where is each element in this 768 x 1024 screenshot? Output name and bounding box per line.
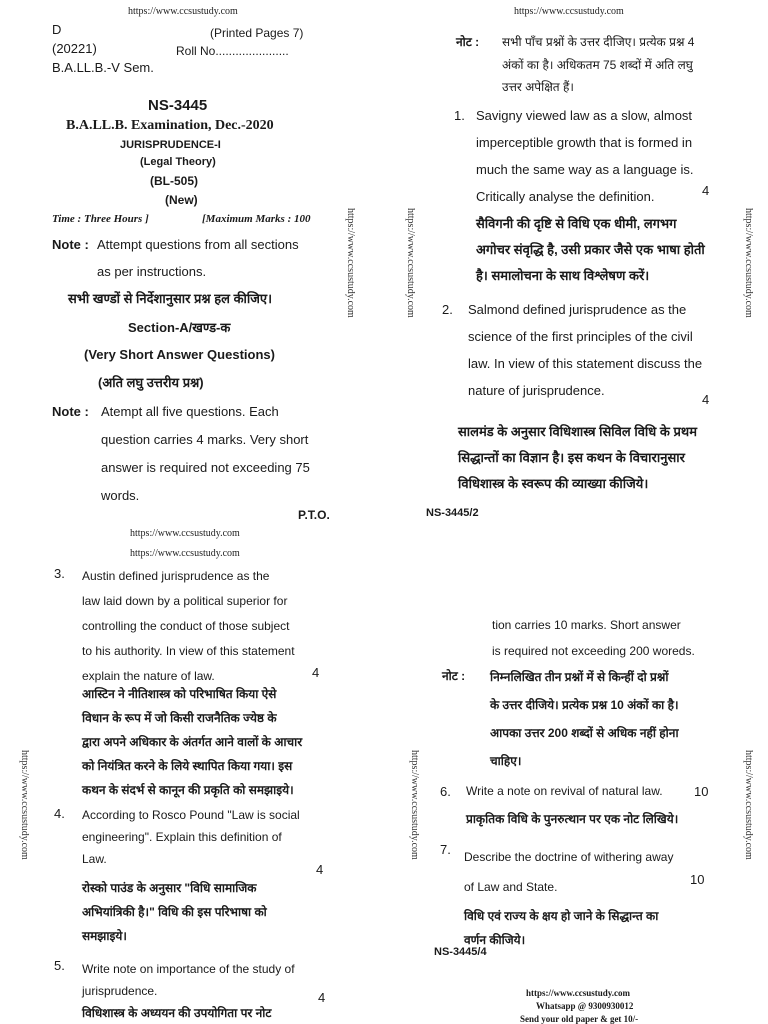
header-url[interactable]: https://www.ccsustudy.com: [128, 6, 238, 17]
side-url[interactable]: https://www.ccsustudy.com: [409, 750, 420, 860]
question-3-en: Austin defined jurisprudence as the law laid down by a political superior for controlling the conduct of those subject to his authority. In view of this statement explain the nature of law.: [82, 569, 295, 683]
question-2-hi: सालमंड के अनुसार विधिशास्त्र सिविल विधि के प्रथम सिद्धान्तों का विज्ञान है। इस कथन के विचारानुसार विधिशास्त्र के स्वरूप की व्याख्या कीजिये।: [458, 424, 697, 491]
note-hindi-line: अंकों का है। अधिकतम 75 शब्दों में अति लघु: [502, 58, 693, 72]
question-5-en: Write note on importance of the study of jurisprudence.: [82, 962, 295, 998]
side-url[interactable]: https://www.ccsustudy.com: [743, 208, 754, 318]
note-label: नोट :: [442, 669, 466, 683]
question-7-en: Describe the doctrine of withering away of Law and State.: [464, 850, 674, 894]
question-7-hi: विधि एवं राज्य के क्षय हो जाने के सिद्धान्त का वर्णन कीजिये।: [464, 909, 659, 947]
note-text-line: as per instructions.: [97, 264, 207, 279]
question-5-hi: विधिशास्त्र के अध्ययन की उपयोगिता पर नोट: [82, 1006, 272, 1020]
pto-label: P.T.O.: [298, 508, 330, 520]
question-1-hi: सैविगनी की दृष्टि से विधि एक धीमी, लगभग अगोचर संवृद्धि है, उसी प्रकार जैसे एक भाषा होती है। समालोचना के साथ विश्लेषण करें।: [476, 216, 705, 283]
course-name: B.A.LL.B.-V Sem.: [52, 60, 154, 75]
section-instructions-continued: tion carries 10 marks. Short answer is required not exceeding 200 woreds.: [492, 618, 695, 658]
code-number: (20221): [52, 41, 97, 56]
header-url[interactable]: https://www.ccsustudy.com: [130, 528, 240, 539]
question-marks: 4: [316, 862, 324, 877]
question-number: 4.: [54, 806, 65, 821]
note-text-line: question carries 4 marks. Very short: [101, 432, 309, 447]
side-url[interactable]: https://www.ccsustudy.com: [743, 750, 754, 860]
section-title: Section-A/खण्ड-क: [128, 320, 231, 335]
section-subtitle: (Very Short Answer Questions): [84, 347, 275, 362]
page-4: [384, 520, 768, 1024]
note-label: नोट :: [456, 35, 480, 49]
page-1: [0, 0, 384, 520]
page-2: [384, 0, 768, 520]
question-number: 3.: [54, 566, 65, 581]
side-url[interactable]: https://www.ccsustudy.com: [405, 208, 416, 318]
question-marks: 10: [690, 872, 705, 887]
note-hindi-line: सभी पाँच प्रश्नों के उत्तर दीजिए। प्रत्येक प्रश्न 4: [502, 35, 695, 49]
note-text-line: Attempt questions from all sections: [97, 237, 299, 252]
note-text-hindi: सभी खण्डों से निर्देशानुसार प्रश्न हल कीजिए।: [68, 291, 273, 306]
printed-pages: (Printed Pages 7): [210, 26, 304, 40]
note-text-line: answer is required not exceeding 75: [101, 460, 310, 475]
paper-code: NS-3445: [148, 97, 208, 114]
page-footer-code: NS-3445/4: [434, 946, 487, 958]
question-number: 5.: [54, 958, 65, 973]
question-marks: 4: [312, 665, 320, 680]
new-label: (New): [165, 193, 198, 207]
question-6-en: Write a note on revival of natural law.: [466, 784, 663, 798]
subject-title: JURISPRUDENCE-I: [120, 139, 221, 151]
question-marks: 10: [694, 784, 709, 799]
question-number: 1.: [454, 108, 465, 123]
roll-no: Roll No......................: [176, 44, 289, 58]
question-marks: 4: [702, 183, 710, 198]
question-2-en: Salmond defined jurisprudence as the science of the first principles of the civil law. In view of this statement discuss the nature of jurisprudence.: [468, 302, 703, 398]
time-allowed: Time : Three Hours ]: [52, 213, 149, 225]
question-6-hi: प्राकृतिक विधि के पुनरुत्थान पर एक नोट लिखिये।: [466, 812, 679, 826]
maximum-marks: [Maximum Marks : 100: [202, 213, 311, 225]
footer-whatsapp: Whatsapp @ 9300930012: [536, 1001, 634, 1011]
section-subtitle-hindi: (अति लघु उत्तरीय प्रश्न): [98, 375, 204, 390]
question-4-en: According to Rosco Pound "Law is social engineering". Explain this definition of Law.: [82, 808, 300, 866]
course-code: (BL-505): [150, 174, 199, 188]
question-1-en: Savigny viewed law as a slow, almost imperceptible growth that is formed in much the same way as a language is. Critically analyse the definition.: [476, 108, 694, 204]
question-3-hi: आस्टिन ने नीतिशास्त्र को परिभाषित किया ऐसे विधान के रूप में जो किसी राजनैतिक ज्येष्ठ के द्वारा अपने अधिकार के अंतर्गत आने वालों के आचार को नियंत्रित करने के लिये स्थापित किया गया। इस कथन के संदर्भ से कानून की प्रकृति को समझाइये।: [82, 687, 303, 797]
exam-title: B.A.LL.B. Examination, Dec.-2020: [66, 118, 274, 133]
footer-url[interactable]: https://www.ccsustudy.com: [526, 988, 631, 998]
side-url[interactable]: https://www.ccsustudy.com: [19, 750, 30, 860]
note-hindi: निम्नलिखित तीन प्रश्नों में से किन्हीं दो प्रश्नों के उत्तर दीजिये। प्रत्येक प्रश्न 10 अंकों का है। आपका उत्तर 200 शब्दों से अधिक नहीं होना चाहिए।: [490, 670, 679, 768]
note-text-line: words.: [101, 488, 140, 503]
page-3: [0, 520, 384, 1024]
header-url[interactable]: https://www.ccsustudy.com: [514, 6, 624, 17]
header-url[interactable]: https://www.ccsustudy.com: [130, 548, 240, 559]
question-4-hi: रोस्को पाउंड के अनुसार "विधि सामाजिक अभियांत्रिकी है।" विधि की इस परिभाषा को समझाइये।: [82, 881, 267, 943]
question-number: 7.: [440, 842, 451, 857]
question-marks: 4: [702, 392, 710, 407]
note-text-line: Atempt all five questions. Each: [101, 404, 279, 419]
note-label: Note :: [52, 404, 89, 419]
footer-send-paper: Send your old paper & get 10/-: [520, 1014, 639, 1024]
question-number: 2.: [442, 302, 453, 317]
question-marks: 4: [318, 990, 326, 1005]
paper-code-letter: D: [52, 22, 62, 37]
note-label: Note :: [52, 237, 89, 252]
note-hindi-line: उत्तर अपेक्षित हैं।: [502, 80, 574, 94]
side-url[interactable]: https://www.ccsustudy.com: [345, 208, 356, 318]
page-footer-code: NS-3445/2: [426, 507, 479, 519]
question-number: 6.: [440, 784, 451, 799]
subject-subtitle: (Legal Theory): [140, 156, 216, 168]
